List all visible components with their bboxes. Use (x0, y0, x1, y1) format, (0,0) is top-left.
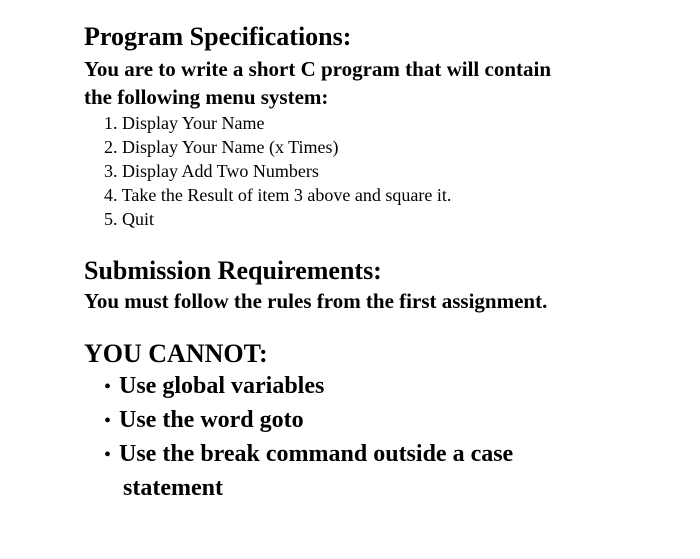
bullet: • (104, 376, 112, 398)
cannot-item-continuation: statement (123, 475, 223, 501)
cannot-list (104, 370, 513, 505)
cannot-item-goto (104, 404, 513, 438)
menu-item-add-two-numbers: 3. Display Add Two Numbers (104, 161, 319, 181)
menu-item-square-result: 4. Take the Result of item 3 above and square it. (104, 185, 452, 205)
program-specifications-heading: Program Specifications: (84, 22, 352, 51)
cannot-item-text: Use global variables (119, 373, 325, 399)
bullet: • (104, 444, 112, 466)
menu-item-display-name: 1. Display Your Name (104, 113, 265, 133)
cannot-item-break-command (104, 438, 513, 472)
cannot-item-text: Use the word goto (119, 407, 304, 433)
intro-line-2: the following menu system: (84, 85, 329, 109)
menu-list (104, 111, 451, 231)
cannot-item-global-variables (104, 370, 513, 404)
menu-item-display-name-times: 2. Display Your Name (x Times) (104, 137, 339, 157)
cannot-item-text: Use the break command outside a case (119, 441, 514, 467)
submission-requirements-heading: Submission Requirements: (84, 256, 382, 285)
bullet: • (104, 410, 112, 432)
submission-requirements-text: You must follow the rules from the first assignment. (84, 289, 548, 313)
menu-item-quit: 5. Quit (104, 209, 155, 229)
intro-line-1: You are to write a short C program that will contain (84, 57, 552, 81)
you-cannot-heading: YOU CANNOT: (84, 339, 268, 368)
